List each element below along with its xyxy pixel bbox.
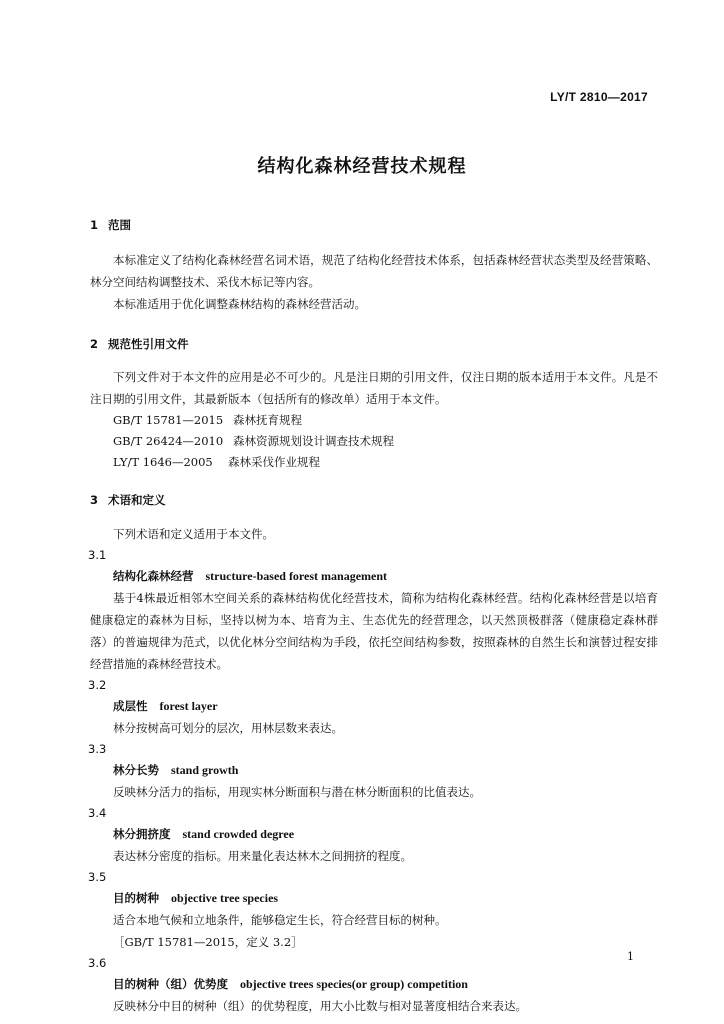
term-chinese: 目的树种（组）优势度 <box>113 977 228 991</box>
term-number: 3.1 <box>88 548 107 562</box>
term-number: 3.6 <box>88 956 107 970</box>
term-definition: 基于4株最近相邻木空间关系的森林结构优化经营技术，简称为结构化森林经营。结构化森林经营是以培育健康稳定的森林为目标，坚持以树为本、培育为主、生态优先的经营理念，以天然顶极群落（健康稳定森林群落）的普遍规律为范式，以优化林分空间结构为手段，依托空间结构参数，按照森林的自然生长和演替过程安排经营措施的森林经营技术。 <box>90 591 658 671</box>
section-number: 2 <box>90 337 99 351</box>
term-chinese: 林分拥挤度 <box>113 827 171 841</box>
page-number: 1 <box>627 950 634 963</box>
term-definition: 林分按树高可划分的层次，用林层数来表达。 <box>113 721 343 735</box>
term-number: 3.3 <box>88 742 107 756</box>
reference-item <box>90 431 658 452</box>
term-english: structure-based forest management <box>205 569 388 583</box>
term-heading <box>90 565 658 587</box>
section-heading-scope <box>90 216 658 234</box>
term-heading <box>90 887 658 909</box>
term-chinese: 成层性 <box>113 699 148 713</box>
term-number: 3.5 <box>88 870 107 884</box>
term-number: 3.4 <box>88 806 107 820</box>
paragraph: 本标准定义了结构化森林经营名词术语，规范了结构化经营技术体系，包括森林经营状态类型及经营策略、林分空间结构调整技术、采伐木标记等内容。 <box>90 253 658 289</box>
reference-item <box>90 452 658 473</box>
section-heading-normative-references <box>90 335 658 353</box>
term-heading <box>90 695 658 717</box>
term-english: objective tree species <box>171 891 279 905</box>
term-english: stand crowded degree <box>182 827 295 841</box>
section-title: 术语和定义 <box>108 493 166 507</box>
reference-name: 森林抚育规程 <box>233 413 302 427</box>
reference-code: GB/T 26424—2010 <box>113 434 224 448</box>
term-number: 3.2 <box>88 678 107 692</box>
standard-code: LY/T 2810—2017 <box>550 90 648 104</box>
term-definition: 适合本地气候和立地条件，能够稳定生长，符合经营目标的树种。 <box>113 913 447 927</box>
term-source: ［GB/T 15781—2015，定义 3.2］ <box>113 935 303 949</box>
term-definition: 反映林分中目的树种（组）的优势程度，用大小比数与相对显著度相结合来表达。 <box>113 999 527 1013</box>
term-english: stand growth <box>171 763 239 777</box>
term-definition: 表达林分密度的指标。用来量化表达林木之间拥挤的程度。 <box>113 849 412 863</box>
term-english: objective trees species(or group) competition <box>240 977 468 991</box>
reference-code: LY/T 1646—2005 <box>113 455 213 469</box>
term-heading <box>90 973 658 995</box>
term-heading <box>90 759 658 781</box>
paragraph: 下列文件对于本文件的应用是必不可少的。凡是注日期的引用文件，仅注日期的版本适用于本文件。凡是不注日期的引用文件，其最新版本（包括所有的修改单）适用于本文件。 <box>90 370 658 406</box>
term-chinese: 结构化森林经营 <box>113 569 194 583</box>
term-definition: 反映林分活力的指标，用现实林分断面积与潜在林分断面积的比值表达。 <box>113 785 481 799</box>
section-number: 3 <box>90 493 99 507</box>
reference-item <box>90 410 658 431</box>
section-title: 范围 <box>108 218 131 232</box>
reference-code: GB/T 15781—2015 <box>113 413 224 427</box>
section-heading-terms-definitions <box>90 491 658 509</box>
section-number: 1 <box>90 218 99 232</box>
section-title: 规范性引用文件 <box>108 337 189 351</box>
term-english: forest layer <box>159 699 218 713</box>
term-heading <box>90 823 658 845</box>
document-body <box>90 216 658 1017</box>
term-chinese: 林分长势 <box>113 763 159 777</box>
reference-name: 森林资源规划设计调查技术规程 <box>233 434 394 448</box>
document-title: 结构化森林经营技术规程 <box>257 156 467 177</box>
paragraph: 下列术语和定义适用于本文件。 <box>113 527 274 541</box>
reference-name: 森林采伐作业规程 <box>228 455 320 469</box>
paragraph: 本标准适用于优化调整森林结构的森林经营活动。 <box>113 297 366 311</box>
term-chinese: 目的树种 <box>113 891 159 905</box>
